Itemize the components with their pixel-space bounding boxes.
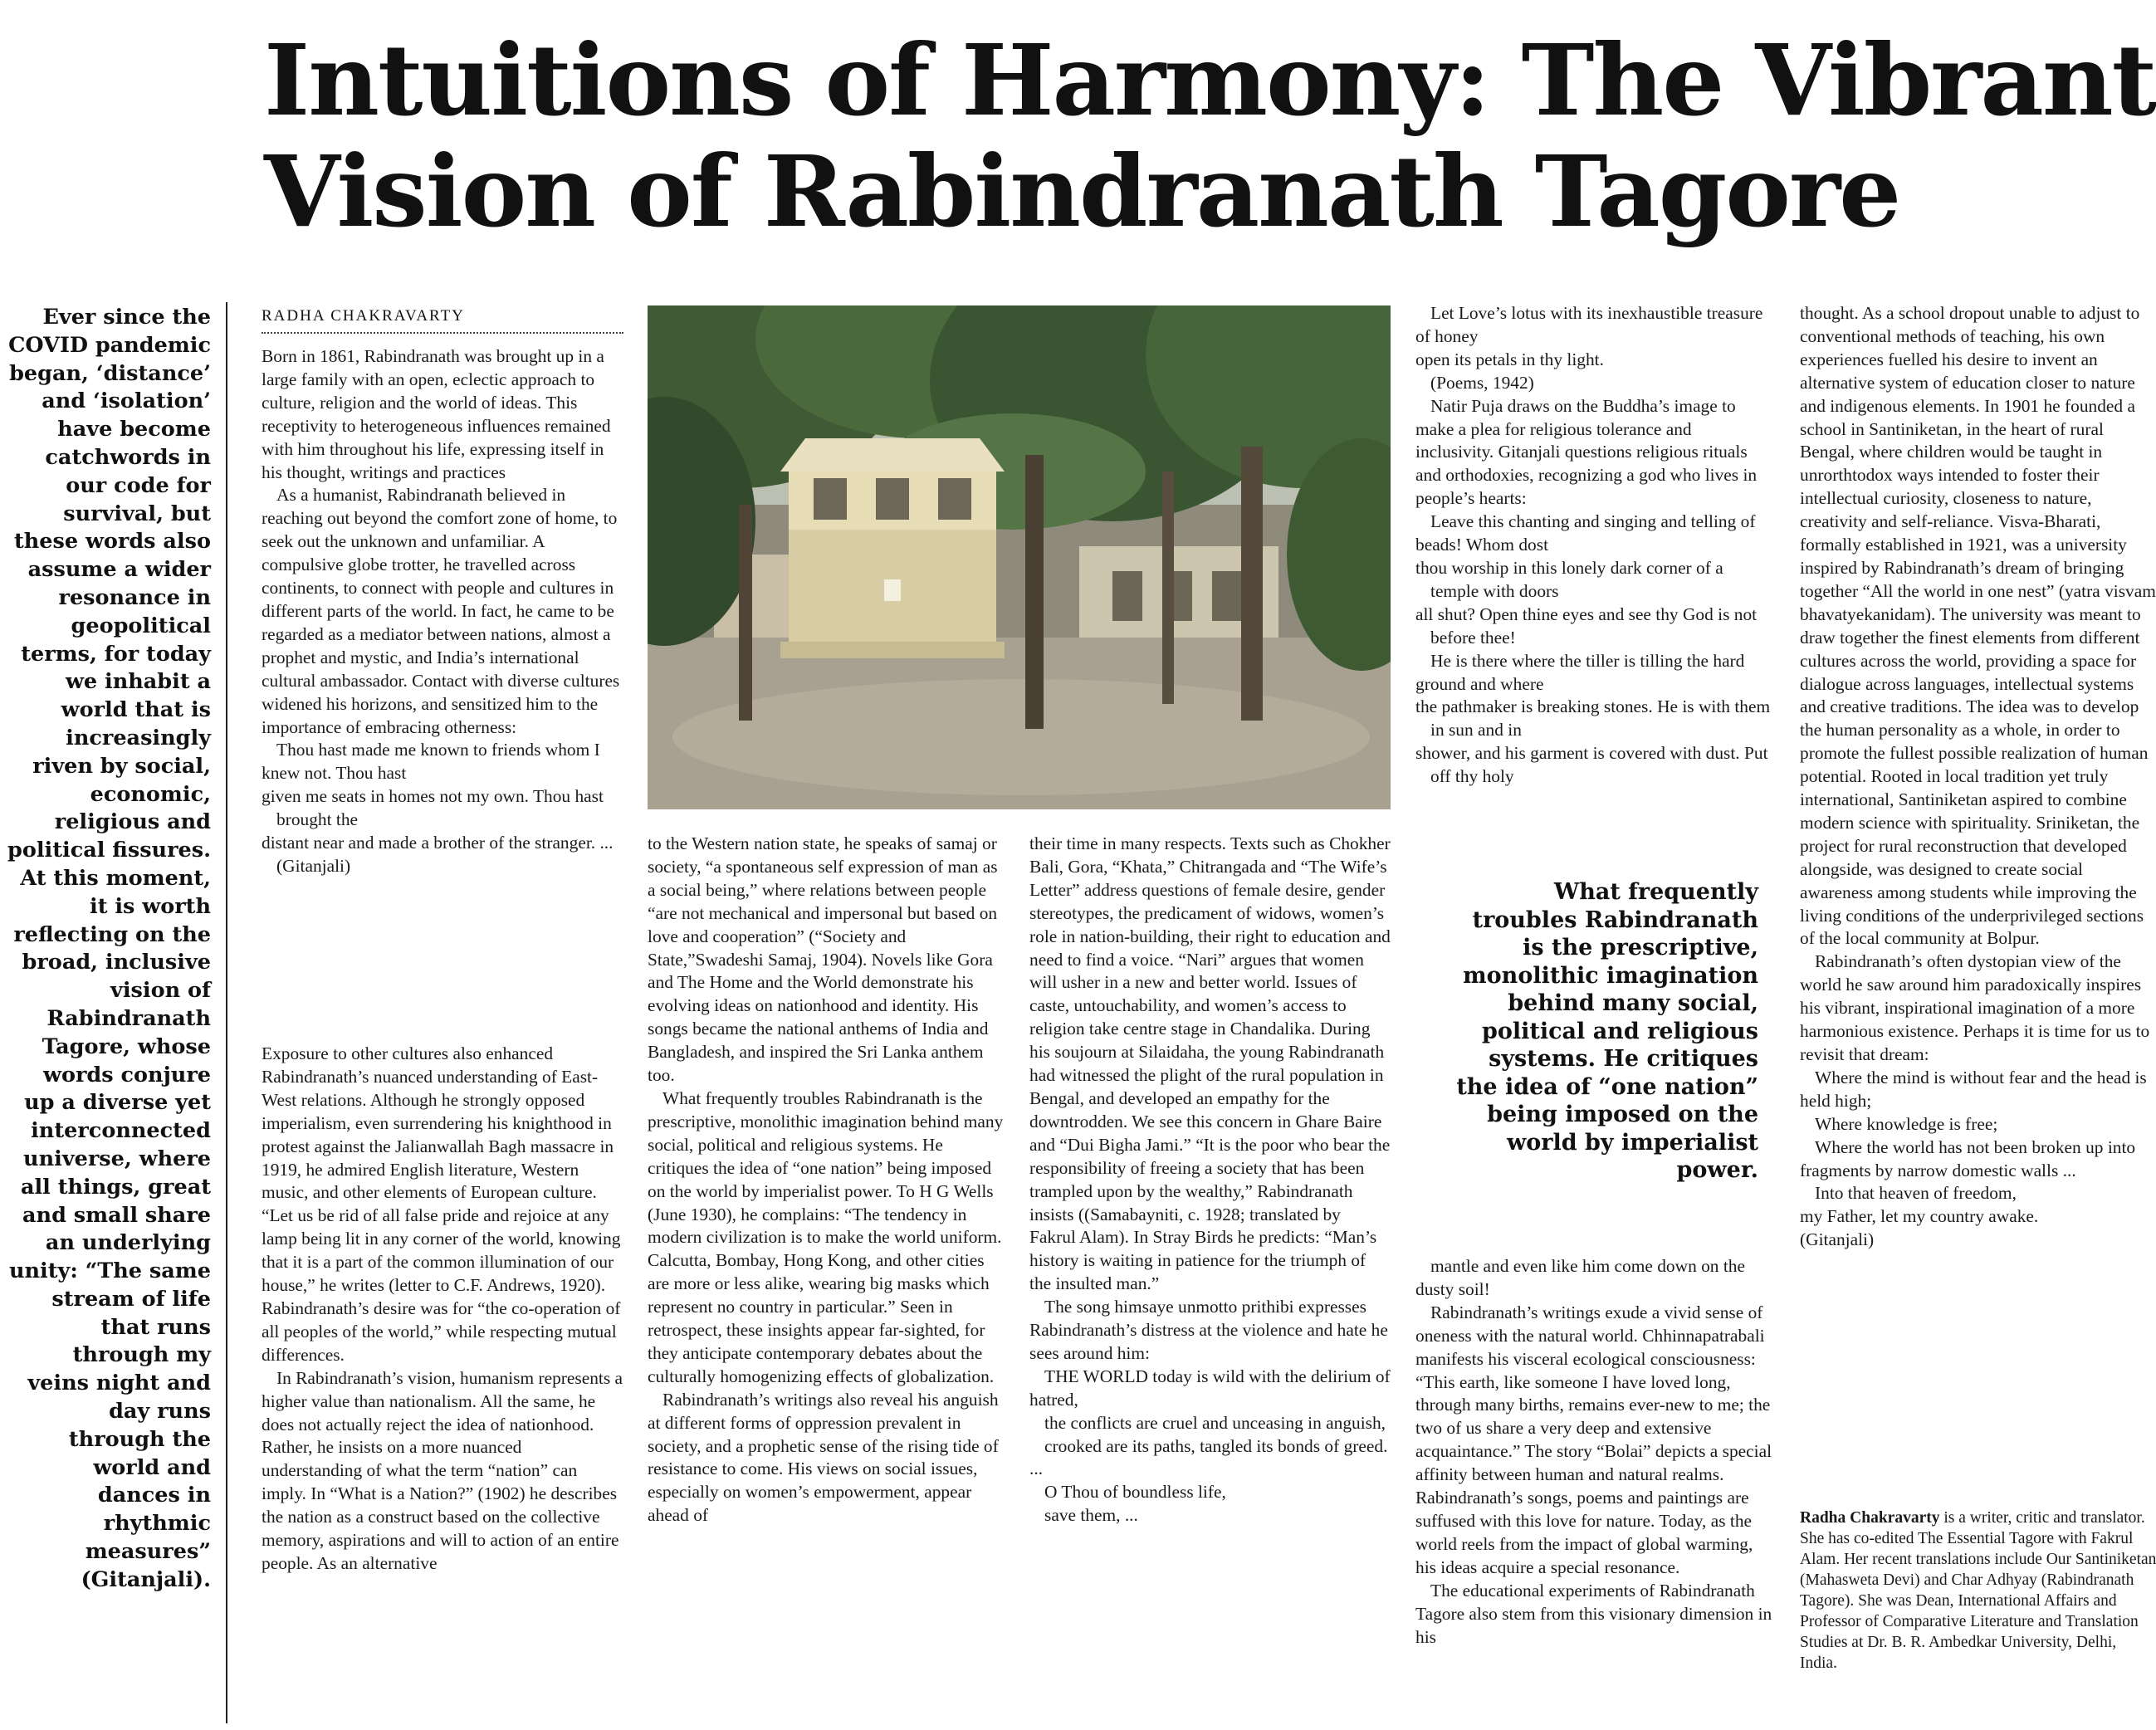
- paragraph: shower, and his garment is covered with dust. Put off thy holy: [1415, 743, 1768, 787]
- paragraph: crooked are its paths, tangled its bonds of greed. ...: [1029, 1435, 1388, 1479]
- paragraph: (Poems, 1942): [1430, 372, 1534, 393]
- paragraph: to the Western nation state, he speaks of samaj or society, “a spontaneous self expression of man as a social being,” where relations between people “are not mechanical and impersonal but based on love and cooperation” (“Society and State,”Swadeshi Samaj, 1904). Novels like Gora and The Home and the World demonstrate his evolving ideas on nationhood and identity. His songs became the national anthems of India and Bangladesh, and inspired the Sri Lanka anthem too.: [648, 833, 998, 1086]
- standfirst-intro: [7, 304, 211, 1595]
- body-column-4-bottom: [1415, 1255, 1774, 1649]
- author-name: Radha Chakravarty: [1800, 1509, 1940, 1527]
- paragraph: Leave this chanting and singing and telling of beads! Whom dost: [1415, 511, 1756, 555]
- paragraph: Rabindranath’s writings exude a vivid sense of oneness with the natural world. Chhinnapatrabali manifests his visceral ecological consciousness: “This earth, like someone I have loved long, through many births, remains ever-new to me; the two of us share a very deep and extensive acquaintance.” The story “Bolai” depicts a special affinity between human and natural realms. Rabindranath’s songs, poems and paintings are suffused with this love for nature. Today, as the world reels from the impact of global warming, his ideas acquire a special resonance.: [1415, 1302, 1772, 1577]
- standfirst-text: Ever since the COVID pandemic began, ‘distance’ and ‘isolation’ have become catchwords in our code for survival, but these words also assume a wider resonance in geopolitical terms, for today we inhabit a world that is increasingly riven by social, economic, religious and political fissures. At this moment, it is worth reflecting on the broad, inclusive vision of Rabindranath Tagore, whose words conjure up a diverse yet interconnected universe, where all things, great and small share an underlying unity: “The same stream of life that runs through my veins night and day runs through the world and dances in rhythmic measures” (Gitanjali).: [7, 305, 211, 1592]
- paragraph: the pathmaker is breaking stones. He is with them in sun and in: [1415, 696, 1771, 740]
- headline-line-2: Vision of Rabindranath Tagore: [264, 134, 1900, 249]
- column-divider: [226, 302, 227, 1723]
- santiniketan-pavilion-photo: [648, 305, 1391, 809]
- paragraph: thought. As a school dropout unable to adjust to conventional methods of teaching, his own experiences fuelled his desire to invent an alternative system of education closer to nature and indigenous elements. In 1901 he founded a school in Santiniketan, in the heart of rural Bengal, where children would be taught in unrorthtodox ways intended to foster their intellectual curiosity, closeness to nature, creativity and self-reliance. Visva-Bharati, formally established in 1921, was a university inspired by Rabindranath’s dream of bringing together “All the world in one nest” (yatra visvam bhavatyekanidam). The university was meant to draw together the finest elements from different cultures across the world, providing a space for dialogue across languages, intellectual systems and creative traditions. The idea was to develop the human personality as a whole, in order to promote the fullest possible realization of human potential. Rooted in local tradition yet truly international, Santiniketan aspired to combine modern science with spirituality. Sriniketan, the project for rural reconstruction that developed alongside, was designed to create social awareness among students while improving the living conditions of the underprivileged sections of the local community at Bolpur.: [1800, 303, 2156, 949]
- headline-line-1: Intuitions of Harmony: The Vibrant: [264, 22, 2156, 138]
- paragraph: open its petals in thy light.: [1415, 349, 1604, 369]
- paragraph: Rabindranath’s often dystopian view of the world he saw around him paradoxically inspires his vibrant, inspirational imagination of a more harmonious existence. Perhaps it is time for us to revisit that dream:: [1800, 951, 2150, 1064]
- paragraph: As a humanist, Rabindranath believed in reaching out beyond the comfort zone of home, to seek out the unknown and unfamiliar. A compulsive globe trotter, he travelled across continents, to connect with people and cultures in different parts of the world. In fact, he came to be regarded as a mediator between nations, almost a prophet and mystic, and India’s international cultural ambassador. Contact with diverse cultures widened his horizons, and sensitized him to the importance of embracing otherness:: [262, 485, 620, 737]
- paragraph: Where the mind is without fear and the head is held high;: [1800, 1067, 2147, 1111]
- paragraph: thou worship in this lonely dark corner of a temple with doors: [1415, 557, 1723, 601]
- paragraph: given me seats in homes not my own. Thou hast brought the: [262, 786, 604, 830]
- paragraph: all shut? Open thine eyes and see thy God is not before thee!: [1415, 604, 1758, 648]
- paragraph: their time in many respects. Texts such as Chokher Bali, Gora, “Khata,” Chitrangada and “The Wife’s Letter” address questions of female desire, gender stereotypes, the predicament of widows, women’s role in nation-building, their right to education and need to find a voice. “Nari” argues that women will usher in a new and better world. Issues of caste, untouchability, and women’s access to religion take centre stage in Chandalika. During his soujourn at Silaidaha, the young Rabindranath had witnessed the plight of the rural population in Bengal, and developed an empathy for the downtrodden. We see this concern in Ghare Baire and “Dui Bigha Jami.” “It is the poor who bear the responsibility of freeing a society that has been trampled upon by the wealthy,” Rabindranath insists ((Samabayniti, c. 1928; translated by Fakrul Alam). In Stray Birds he predicts: “Man’s history is waiting in patience for the triumph of the insulted man.”: [1029, 833, 1391, 1294]
- paragraph: Let Love’s lotus with its inexhaustible treasure of honey: [1415, 303, 1763, 346]
- paragraph: In Rabindranath’s vision, humanism represents a higher value than nationalism. All the same, he does not actually reject the idea of nationhood. Rather, he insists on a more nuanced understanding of what the term “nation” can imply. In “What is a Nation?” (1902) he describes the nation as a construct based on the collective memory, aspirations and will to action of an entire people. As an alternative: [262, 1367, 623, 1573]
- paragraph: my Father, let my country awake.: [1800, 1206, 2039, 1227]
- paragraph: Natir Puja draws on the Buddha’s image to make a plea for religious tolerance and inclusivity. Gitanjali questions religious rituals and orthodoxies, recognizing a god who lives in people’s hearts:: [1415, 395, 1758, 509]
- paragraph: Rabindranath’s writings also reveal his anguish at different forms of oppression prevalent in society, and a prophetic sense of the rising tide of resistance to come. His views on social issues, especially on women’s empowerment, appear ahead of: [648, 1389, 999, 1526]
- paragraph: Where the world has not been broken up into fragments by narrow domestic walls ...: [1800, 1136, 2136, 1180]
- author-bio: [1800, 1508, 2156, 1674]
- byline: RADHA CHAKRAVARTY: [262, 307, 465, 325]
- byline-divider: [262, 332, 623, 334]
- body-column-1-bottom: [262, 1043, 623, 1576]
- paragraph: Thou hast made me known to friends whom I knew not. Thou hast: [262, 740, 600, 784]
- paragraph: distant near and made a brother of the stranger. ... (Gitanjali): [262, 833, 614, 876]
- author-bio-text: is a writer, critic and translator. She has co-edited The Essential Tagore with Fakrul Alam. Her recent translations include Our Santiniketan (Mahasweta Devi) and Char Adhyay (Rabindranath Tagore). She was Dean, International Affairs and Professor of Comparative Literature and Translation Studies at Dr. B. R. Ambedkar University, Delhi, India.: [1800, 1509, 2156, 1672]
- paragraph: (Gitanjali): [1800, 1229, 1875, 1250]
- body-column-4-top: [1415, 302, 1774, 789]
- article-headline: [264, 22, 2156, 249]
- body-column-2: [648, 833, 1006, 1527]
- paragraph: The song himsaye unmotto prithibi expresses Rabindranath’s distress at the violence and hate he sees around him:: [1029, 1297, 1388, 1363]
- article-photo: [648, 305, 1391, 809]
- paragraph: O Thou of boundless life,: [1044, 1482, 1226, 1503]
- paragraph: mantle and even like him come down on the dusty soil!: [1415, 1256, 1745, 1299]
- paragraph: He is there where the tiller is tilling the hard ground and where: [1415, 650, 1745, 694]
- paragraph: Where knowledge is free;: [1815, 1113, 1998, 1134]
- paragraph: the conflicts are cruel and unceasing in anguish,: [1044, 1412, 1386, 1433]
- paragraph: What frequently troubles Rabindranath is the prescriptive, monolithic imagination behind many social, political and religious systems. He critiques the idea of “one nation” being imposed on the world by imperialist power. To H G Wells (June 1930), he complains: “The tendency in modern civilization is to make the world uniform. Calcutta, Bombay, Hong Kong, and other cities are more or less alike, wearing big masks which represent no country in particular.” Seen in retrospect, these insights appear far-sighted, for they anticipate contemporary debates about the culturally homogenizing effects of globalization.: [648, 1087, 1004, 1386]
- body-column-5: [1800, 302, 2156, 1252]
- paragraph: save them, ...: [1044, 1505, 1138, 1526]
- paragraph: THE WORLD today is wild with the delirium of hatred,: [1029, 1366, 1391, 1410]
- paragraph: Into that heaven of freedom,: [1815, 1183, 2017, 1204]
- pull-quote: What frequently troubles Rabindranath is the prescriptive, monolithic imagination behind many social, political and religious systems. He critiques the idea of “one nation” being imposed on the world by imperialist power.: [1456, 879, 1758, 1183]
- paragraph: The educational experiments of Rabindranath Tagore also stem from this visionary dimension in his: [1415, 1580, 1772, 1647]
- paragraph: Exposure to other cultures also enhanced Rabindranath’s nuanced understanding of East-West relations. Although he strongly opposed imperialism, even surrendering his knighthood in protest against the Jalianwallah Bagh massacre in 1919, he admired English literature, Western music, and other elements of European culture. “Let us be rid of all false pride and rejoice at any lamp being lit in any corner of the world, knowing that it is a part of the common illumination of our house,” he writes (letter to C.F. Andrews, 1920). Rabindranath’s desire was for “the co-operation of all peoples of the world,” while respecting mutual differences.: [262, 1043, 621, 1365]
- paragraph: Born in 1861, Rabindranath was brought up in a large family with an open, eclectic approach to culture, religion and the world of ideas. This receptivity to heterogeneous influences remained with him throughout his life, expressing itself in his thought, writings and practices: [262, 346, 611, 482]
- body-column-1-top: [262, 345, 623, 878]
- body-column-3: [1029, 833, 1391, 1527]
